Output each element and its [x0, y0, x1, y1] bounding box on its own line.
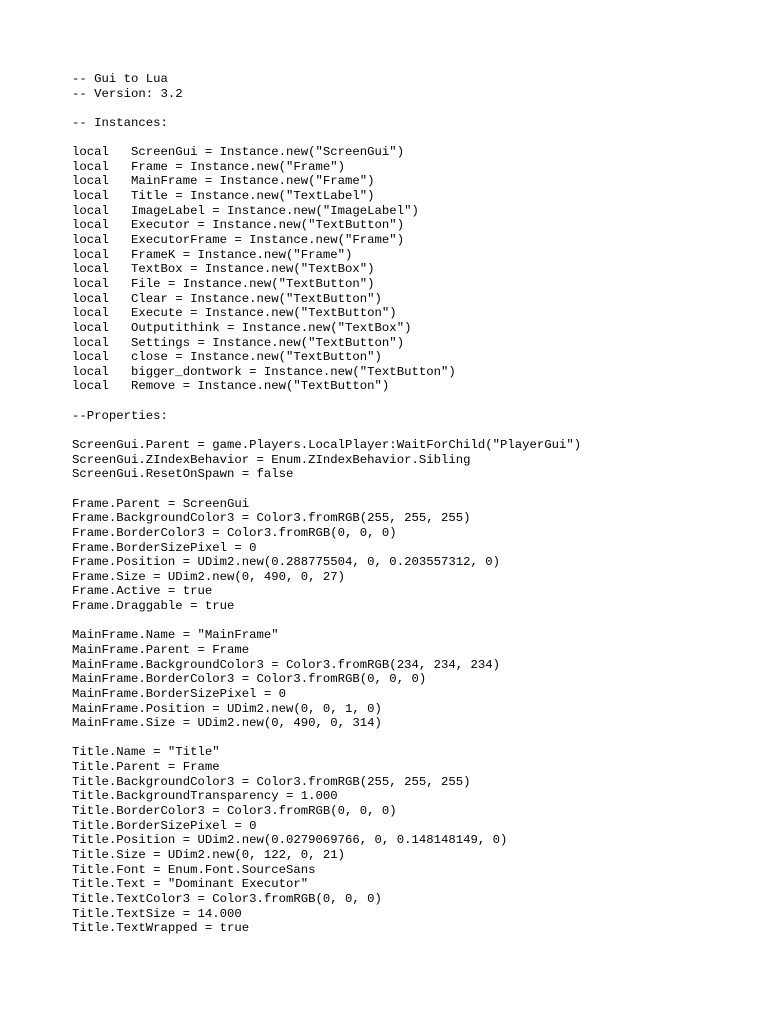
code-line: local Executor = Instance.new("TextButton"): [72, 218, 405, 233]
code-line: Frame.BackgroundColor3 = Color3.fromRGB(255, 255, 255): [72, 511, 471, 526]
code-line: Title.TextWrapped = true: [72, 921, 250, 936]
document-page: [72, 72, 752, 936]
code-line: Title.BackgroundTransparency = 1.000: [72, 789, 338, 804]
code-line: ScreenGui.ZIndexBehavior = Enum.ZIndexBehavior.Sibling: [72, 452, 471, 467]
code-line: -- Instances:: [72, 115, 168, 130]
code-line: local Remove = Instance.new("TextButton"): [72, 379, 390, 394]
code-line: local Outputithink = Instance.new("TextBox"): [72, 320, 412, 335]
code-line: local ExecutorFrame = Instance.new("Frame"): [72, 233, 405, 248]
code-line: local MainFrame = Instance.new("Frame"): [72, 174, 375, 189]
code-line: ScreenGui.Parent = game.Players.LocalPlayer:WaitForChild("PlayerGui"): [72, 438, 582, 453]
blank-line: [72, 423, 752, 438]
code-line: local Frame = Instance.new("Frame"): [72, 159, 346, 174]
code-line: local File = Instance.new("TextButton"): [72, 276, 375, 291]
blank-line: [72, 131, 752, 146]
code-line: Frame.Active = true: [72, 584, 213, 599]
code-line: MainFrame.BorderColor3 = Color3.fromRGB(0, 0, 0): [72, 672, 427, 687]
code-line: Title.Parent = Frame: [72, 760, 220, 775]
code-line: -- Gui to Lua: [72, 72, 168, 86]
code-line: Title.BorderColor3 = Color3.fromRGB(0, 0, 0): [72, 804, 397, 819]
code-line: Title.TextSize = 14.000: [72, 906, 242, 921]
code-line: Frame.Position = UDim2.new(0.288775504, 0, 0.203557312, 0): [72, 555, 501, 570]
code-line: Title.Text = "Dominant Executor": [72, 877, 309, 892]
code-line: local TextBox = Instance.new("TextBox"): [72, 262, 375, 277]
code-line: Title.Size = UDim2.new(0, 122, 0, 21): [72, 847, 346, 862]
code-line: MainFrame.Parent = Frame: [72, 642, 250, 657]
code-line: local FrameK = Instance.new("Frame"): [72, 247, 353, 262]
blank-line: [72, 101, 752, 116]
code-line: Frame.Draggable = true: [72, 599, 235, 614]
code-line: local Settings = Instance.new("TextButton"): [72, 335, 405, 350]
code-line: MainFrame.BackgroundColor3 = Color3.fromRGB(234, 234, 234): [72, 657, 501, 672]
code-line: local Clear = Instance.new("TextButton"): [72, 291, 382, 306]
code-line: local Execute = Instance.new("TextButton"): [72, 306, 397, 321]
blank-line: [72, 482, 752, 497]
code-line: Title.Position = UDim2.new(0.0279069766, 0, 0.148148149, 0): [72, 833, 508, 848]
code-line: Frame.BorderColor3 = Color3.fromRGB(0, 0, 0): [72, 525, 397, 540]
code-line: local bigger_dontwork = Instance.new("TextButton"): [72, 364, 456, 379]
code-line: ScreenGui.ResetOnSpawn = false: [72, 467, 294, 482]
code-line: local Title = Instance.new("TextLabel"): [72, 189, 375, 204]
code-line: local close = Instance.new("TextButton"): [72, 350, 382, 365]
code-line: -- Version: 3.2: [72, 86, 183, 101]
code-line: Title.BackgroundColor3 = Color3.fromRGB(255, 255, 255): [72, 774, 471, 789]
code-line: MainFrame.Name = "MainFrame": [72, 628, 279, 643]
code-line: --Properties:: [72, 408, 168, 423]
code-line: Frame.Size = UDim2.new(0, 490, 0, 27): [72, 569, 346, 584]
blank-line: [72, 614, 752, 629]
code-line: Title.Name = "Title": [72, 745, 220, 760]
blank-line: [72, 731, 752, 746]
code-line: Frame.Parent = ScreenGui: [72, 496, 250, 511]
code-line: MainFrame.Size = UDim2.new(0, 490, 0, 314): [72, 716, 382, 731]
code-line: local ScreenGui = Instance.new("ScreenGui"): [72, 145, 405, 160]
code-line: Title.Font = Enum.Font.SourceSans: [72, 862, 316, 877]
code-line: Frame.BorderSizePixel = 0: [72, 540, 257, 555]
code-line: Title.BorderSizePixel = 0: [72, 818, 257, 833]
blank-line: [72, 394, 752, 409]
code-line: MainFrame.Position = UDim2.new(0, 0, 1, 0): [72, 701, 382, 716]
code-line: MainFrame.BorderSizePixel = 0: [72, 686, 287, 701]
code-line: local ImageLabel = Instance.new("ImageLabel"): [72, 203, 419, 218]
code-line: Title.TextColor3 = Color3.fromRGB(0, 0, 0): [72, 891, 382, 906]
